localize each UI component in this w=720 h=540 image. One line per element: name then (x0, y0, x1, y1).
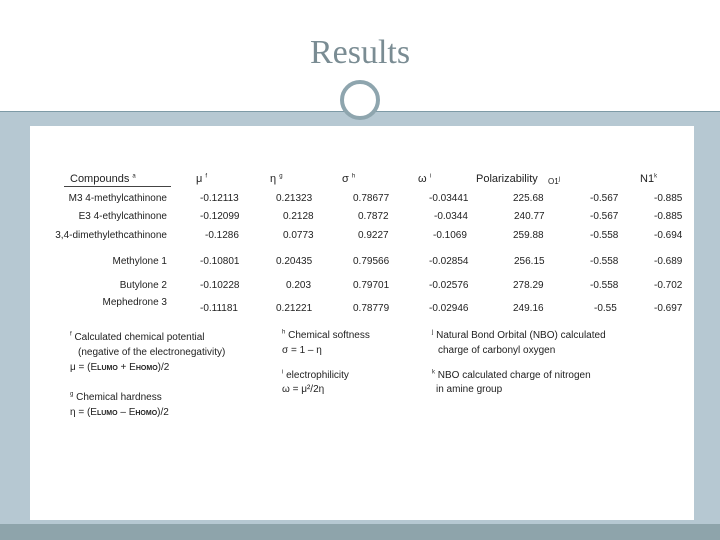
cell-n1: -0.885 (654, 211, 683, 222)
compound-name: Methylone 1 (112, 256, 167, 267)
footnote-k-line2: in amine group (436, 384, 503, 395)
cell-polarizability: 249.16 (513, 303, 544, 314)
compound-name: Mephedrone 3 (102, 297, 167, 308)
cell-omega: -0.03441 (429, 193, 469, 204)
compound-name: E3 4-ethylcathinone (78, 211, 167, 222)
cell-eta: 0.21323 (276, 193, 313, 204)
cell-mu: -0.11181 (200, 303, 238, 314)
slide-title: Results (309, 34, 411, 71)
cell-o1: -0.558 (590, 280, 619, 291)
cell-eta: 0.203 (286, 280, 312, 291)
compound-name: M3 4-methylcathinone (68, 193, 167, 204)
footnote-h-line2: σ = 1 – η (282, 345, 322, 356)
cell-eta: 0.0773 (283, 230, 314, 241)
cell-mu: -0.12099 (200, 211, 240, 222)
cell-o1: -0.558 (590, 256, 619, 267)
cell-mu: -0.12113 (200, 193, 239, 204)
footnote-j-line1: $^j$ Natural Bond Orbital (NBO) calculated (432, 329, 606, 341)
cell-sigma: 0.79701 (353, 280, 390, 291)
cell-o1: -0.567 (590, 211, 619, 222)
cell-polarizability: 256.15 (514, 256, 545, 267)
footnote-i-line1: $^i$ electrophilicity (282, 369, 349, 381)
cell-omega: -0.02946 (429, 303, 469, 314)
cell-eta: 0.20435 (276, 256, 313, 267)
cell-polarizability: 240.77 (514, 211, 545, 222)
cell-n1: -0.689 (654, 256, 683, 267)
cell-n1: -0.694 (654, 230, 683, 241)
cell-sigma: 0.7872 (358, 211, 389, 222)
footnote-i-line2: ω = μ²/2η (282, 384, 325, 395)
cell-sigma: 0.9227 (358, 230, 389, 241)
header-mu: μ $^f$ (196, 173, 208, 185)
cell-polarizability: 225.68 (513, 193, 544, 204)
bottom-bar (0, 524, 720, 540)
cell-omega: -0.02854 (429, 256, 469, 267)
ring-ornament-icon (340, 80, 380, 120)
cell-sigma: 0.78779 (353, 303, 390, 314)
cell-omega: -0.0344 (434, 211, 468, 222)
header-n1: N1$^k$ (640, 173, 658, 185)
footnote-j-line2: charge of carbonyl oxygen (438, 345, 556, 356)
cell-mu: -0.10801 (200, 256, 240, 267)
cell-polarizability: 278.29 (513, 280, 544, 291)
footnote-f-line1: $^f$ Calculated chemical potential (70, 331, 205, 343)
footnote-h-line1: $^h$ Chemical softness (282, 329, 370, 341)
footnote-f-formula: μ = (ELUMO + EHOMO)/2 (70, 362, 170, 373)
cell-o1: -0.558 (590, 230, 619, 241)
footnote-g-line1: $^g$ Chemical hardness (70, 391, 162, 403)
cell-o1: -0.55 (594, 303, 617, 314)
footnote-k-line1: $^k$ NBO calculated charge of nitrogen (432, 369, 591, 381)
cell-eta: 0.21221 (276, 303, 313, 314)
cell-n1: -0.885 (654, 193, 683, 204)
cell-omega: -0.02576 (429, 280, 469, 291)
cell-mu: -0.10228 (200, 280, 240, 291)
header-eta: η $^g$ (270, 173, 283, 185)
header-compounds: Compounds $^a$ (70, 173, 136, 185)
cell-n1: -0.697 (654, 303, 683, 314)
compound-name: Butylone 2 (119, 280, 167, 291)
compound-name: 3,4-dimethylethcathinone (55, 230, 167, 241)
header-o1: O1$^j$ (548, 176, 561, 186)
footnote-g-formula: η = (ELUMO – EHOMO)/2 (70, 407, 169, 418)
header-polarizability: Polarizability (476, 173, 538, 185)
cell-eta: 0.2128 (283, 211, 314, 222)
cell-omega: -0.1069 (433, 230, 467, 241)
header-omega: ω $^i$ (418, 173, 431, 185)
footnote-f-line2: (negative of the electronegativity) (78, 347, 226, 358)
cell-polarizability: 259.88 (513, 230, 544, 241)
cell-n1: -0.702 (654, 280, 683, 291)
cell-mu: -0.1286 (205, 230, 239, 241)
header-sigma: σ $^h$ (342, 173, 356, 185)
header-underline (64, 186, 171, 187)
cell-sigma: 0.79566 (353, 256, 390, 267)
cell-o1: -0.567 (590, 193, 619, 204)
cell-sigma: 0.78677 (353, 193, 390, 204)
